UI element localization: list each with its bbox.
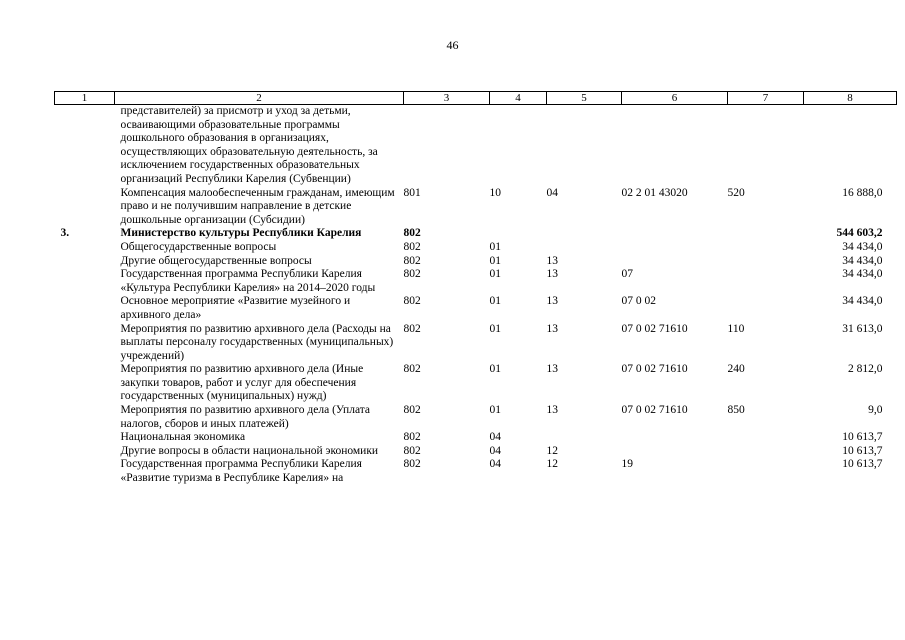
row-admin-code: 802 (403, 431, 421, 444)
row-section: 04 (489, 444, 501, 457)
column-header: 1 (55, 92, 115, 105)
row-number (55, 268, 115, 295)
row-admin-code: 802 (403, 444, 421, 457)
row-number (55, 363, 115, 404)
row-section: 01 (489, 268, 501, 281)
row-subsection: 13 (546, 322, 558, 335)
row-target-article (622, 445, 728, 459)
table-row (55, 268, 897, 295)
table-row (55, 227, 897, 241)
row-target-article (622, 255, 728, 269)
row-number (55, 187, 115, 228)
table-header-row (55, 92, 897, 105)
row-amount: 10 613,7 (842, 444, 883, 457)
table-row (55, 458, 897, 485)
column-header: 2 (115, 92, 404, 105)
row-section: 04 (489, 431, 501, 444)
row-name: Другие общегосударственные вопросы (120, 254, 312, 267)
row-admin-code: 802 (403, 458, 421, 471)
row-amount: 2 812,0 (848, 363, 883, 376)
row-target-article (622, 431, 728, 445)
column-header: 7 (728, 92, 804, 105)
row-target-article: 07 0 02 71610 (621, 404, 688, 417)
row-admin-code: 802 (403, 322, 421, 335)
row-admin-code: 802 (403, 254, 421, 267)
row-expense-type (728, 458, 804, 485)
row-subsection: 13 (546, 404, 558, 417)
row-target-article: 07 0 02 (621, 295, 656, 308)
row-name: Основное мероприятие «Развитие музейного и архивного дела» (120, 295, 351, 321)
row-amount: 9,0 (868, 404, 883, 417)
table-row (55, 295, 897, 322)
row-amount: 31 613,0 (842, 322, 883, 335)
table-row (55, 431, 897, 445)
row-section: 01 (489, 322, 501, 335)
row-target-article: 07 (621, 268, 633, 281)
row-name: Государственная программа Республики Карелия «Развитие туризма в Республике Карелия» на (120, 458, 362, 485)
row-expense-type: 240 (727, 363, 745, 376)
row-admin-code (404, 105, 490, 187)
row-amount: 34 434,0 (842, 295, 883, 308)
page-number: 46 (446, 38, 459, 52)
row-target-article: 19 (621, 458, 633, 471)
row-subsection: 12 (546, 458, 558, 471)
budget-table (54, 91, 897, 486)
row-amount: 544 603,2 (836, 227, 883, 240)
row-name: представителей) за присмотр и уход за детьми, осваивающими образовательные программы дошкольного образования в организациях, осуществляющих образовательную деятельность, за исключением государственных образовательных организаций Республики Карелия (Субвенции) (120, 105, 378, 185)
column-header: 5 (547, 92, 622, 105)
row-section: 01 (489, 254, 501, 267)
table-row (55, 445, 897, 459)
row-name: Мероприятия по развитию архивного дела (Расходы на выплаты персоналу государственных (муниципальных) учреждений) (120, 322, 394, 362)
row-number (55, 295, 115, 322)
row-subsection: 12 (546, 444, 558, 457)
row-amount: 34 434,0 (842, 268, 883, 281)
row-subsection (547, 431, 622, 445)
row-amount: 10 613,7 (842, 431, 883, 444)
row-admin-code: 802 (403, 268, 421, 281)
row-expense-type (728, 105, 804, 187)
row-subsection (547, 227, 622, 241)
row-admin-code: 801 (403, 186, 421, 199)
row-name: Национальная экономика (120, 431, 246, 444)
table-row (55, 323, 897, 364)
row-name: Министерство культуры Республики Карелия (120, 227, 362, 240)
row-section (490, 105, 547, 187)
table-body (55, 105, 897, 486)
row-target-article: 07 0 02 71610 (621, 322, 688, 335)
row-name: Мероприятия по развитию архивного дела (Уплата налогов, сборов и иных платежей) (120, 404, 371, 430)
row-number: 3. (60, 227, 70, 240)
row-number (55, 458, 115, 485)
row-name: Мероприятия по развитию архивного дела (Иные закупки товаров, работ и услуг для обеспечения государственных (муниципальных) нужд) (120, 363, 364, 403)
row-section: 01 (489, 404, 501, 417)
row-expense-type (728, 241, 804, 255)
row-expense-type: 520 (727, 186, 745, 199)
column-header: 8 (804, 92, 897, 105)
row-subsection: 13 (546, 363, 558, 376)
row-subsection: 13 (546, 268, 558, 281)
row-target-article (622, 227, 728, 241)
column-header: 3 (404, 92, 490, 105)
row-number (55, 105, 115, 187)
row-name: Общегосударственные вопросы (120, 240, 277, 253)
row-section: 10 (489, 186, 501, 199)
table-row (55, 241, 897, 255)
column-header: 6 (622, 92, 728, 105)
row-amount: 16 888,0 (842, 186, 883, 199)
row-admin-code: 802 (403, 227, 421, 240)
row-section (490, 227, 547, 241)
row-subsection: 13 (546, 295, 558, 308)
row-number (55, 241, 115, 255)
table-row (55, 363, 897, 404)
row-expense-type (728, 431, 804, 445)
row-amount: 10 613,7 (842, 458, 883, 471)
table-row (55, 404, 897, 431)
row-name: Другие вопросы в области национальной экономики (120, 444, 379, 457)
row-admin-code: 802 (403, 363, 421, 376)
row-amount: 34 434,0 (842, 254, 883, 267)
row-expense-type (728, 268, 804, 295)
row-target-article (622, 105, 728, 187)
row-target-article: 02 2 01 43020 (621, 186, 688, 199)
row-amount: 34 434,0 (842, 240, 883, 253)
row-expense-type: 850 (727, 404, 745, 417)
table-row (55, 255, 897, 269)
row-number (55, 404, 115, 431)
row-target-article: 07 0 02 71610 (621, 363, 688, 376)
row-admin-code: 802 (403, 404, 421, 417)
row-name: Компенсация малообеспеченным гражданам, имеющим право и не получившим направление в детские дошкольные организации (Субсидии) (120, 186, 395, 226)
row-expense-type (728, 255, 804, 269)
row-amount (804, 105, 897, 187)
row-number (55, 323, 115, 364)
row-subsection: 13 (546, 254, 558, 267)
row-name: Государственная программа Республики Карелия «Культура Республики Карелия» на 2014–2020 годы (120, 268, 376, 294)
row-number (55, 431, 115, 445)
row-expense-type (728, 445, 804, 459)
table-row (55, 187, 897, 228)
row-subsection (547, 105, 622, 187)
row-section: 01 (489, 240, 501, 253)
row-section: 01 (489, 363, 501, 376)
row-expense-type: 110 (727, 322, 745, 335)
row-expense-type (728, 295, 804, 322)
row-admin-code: 802 (403, 295, 421, 308)
row-section: 04 (489, 458, 501, 471)
row-expense-type (728, 227, 804, 241)
row-number (55, 255, 115, 269)
row-admin-code: 802 (403, 240, 421, 253)
row-subsection (547, 241, 622, 255)
row-subsection: 04 (546, 186, 558, 199)
row-target-article (622, 241, 728, 255)
table-row (55, 105, 897, 187)
row-section: 01 (489, 295, 501, 308)
column-header: 4 (490, 92, 547, 105)
row-number (55, 445, 115, 459)
